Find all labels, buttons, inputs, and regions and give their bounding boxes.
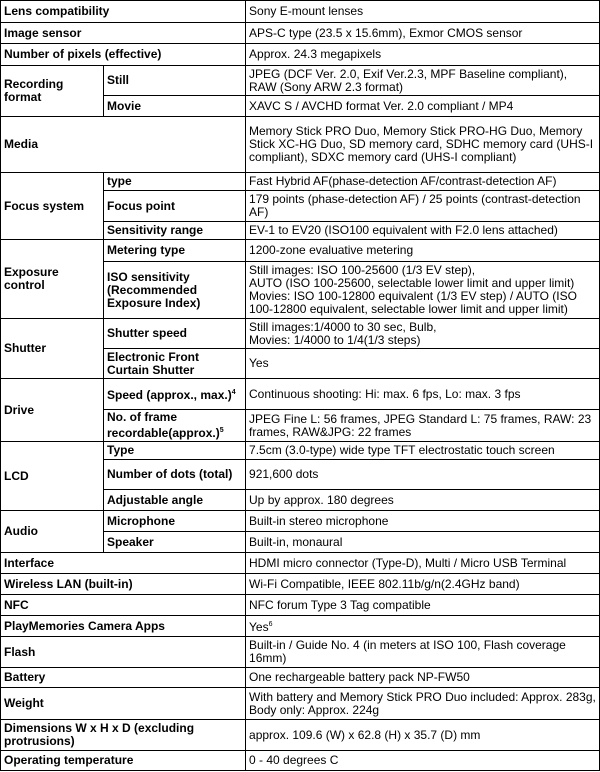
value-battery: One rechargeable battery pack NP-FW50 — [246, 668, 600, 688]
row-shutter-speed — [1, 319, 600, 349]
label-focus-point: Focus point — [104, 191, 246, 222]
row-lens — [1, 1, 600, 23]
row-focus-type — [1, 173, 600, 191]
value-lens: Sony E-mount lenses — [246, 1, 600, 23]
row-media — [1, 117, 600, 173]
row-flash — [1, 637, 600, 668]
row-battery — [1, 668, 600, 688]
label-playmemories-apps: PlayMemories Camera Apps — [1, 616, 246, 637]
label-frames-recordable — [104, 410, 246, 442]
label-lcd-type: Type — [104, 442, 246, 460]
value-media: Memory Stick PRO Duo, Memory Stick PRO-HG Duo, Memory Stick XC-HG Duo, SD memory card, SDHC memory card (UHS-I compliant), SDXC memory card (UHS-I compliant) — [246, 117, 600, 173]
value-metering-type: 1200-zone evaluative metering — [246, 240, 600, 262]
label-pixels: Number of pixels (effective) — [1, 44, 246, 66]
label-operating-temperature: Operating temperature — [1, 751, 246, 771]
row-recording-still — [1, 66, 600, 96]
label-sensor: Image sensor — [1, 23, 246, 44]
label-focus-system: Focus system — [1, 173, 104, 240]
row-wireless — [1, 574, 600, 595]
row-sensor — [1, 23, 600, 44]
label-exposure-control: Exposure control — [1, 240, 104, 319]
value-sensor: APS-C type (23.5 x 15.6mm), Exmor CMOS sensor — [246, 23, 600, 44]
value-frames-recordable: JPEG Fine L: 56 frames, JPEG Standard L: 75 frames, RAW: 23 frames, RAW&JPG: 22 frames — [246, 410, 600, 442]
value-adjustable-angle: Up by approx. 180 degrees — [246, 490, 600, 511]
label-media: Media — [1, 117, 246, 173]
label-recording-format: Recording format — [1, 66, 104, 117]
label-speaker: Speaker — [104, 532, 246, 553]
value-focus-type: Fast Hybrid AF(phase-detection AF/contrast-detection AF) — [246, 173, 600, 191]
value-operating-temperature: 0 - 40 degrees C — [246, 751, 600, 771]
value-pixels: Approx. 24.3 megapixels — [246, 44, 600, 66]
value-microphone: Built-in stereo microphone — [246, 511, 600, 532]
value-electronic-front-curtain: Yes — [246, 349, 600, 379]
value-nfc: NFC forum Type 3 Tag compatible — [246, 595, 600, 616]
value-lcd-dots: 921,600 dots — [246, 460, 600, 490]
row-weight — [1, 688, 600, 720]
label-drive: Drive — [1, 379, 104, 442]
row-interface — [1, 553, 600, 574]
label-shutter-speed: Shutter speed — [104, 319, 246, 349]
label-shutter: Shutter — [1, 319, 104, 379]
value-interface: HDMI micro connector (Type-D), Multi / Micro USB Terminal — [246, 553, 600, 574]
label-metering-type: Metering type — [104, 240, 246, 262]
label-lcd: LCD — [1, 442, 104, 511]
label-adjustable-angle: Adjustable angle — [104, 490, 246, 511]
label-movie: Movie — [104, 96, 246, 117]
value-flash: Built-in / Guide No. 4 (in meters at ISO 100, Flash coverage 16mm) — [246, 637, 600, 668]
value-focus-point: 179 points (phase-detection AF) / 25 points (contrast-detection AF) — [246, 191, 600, 222]
row-audio-mic — [1, 511, 600, 532]
row-lcd-type — [1, 442, 600, 460]
label-lens: Lens compatibility — [1, 1, 246, 23]
row-pixels — [1, 44, 600, 66]
label-flash: Flash — [1, 637, 246, 668]
row-metering — [1, 240, 600, 262]
label-nfc: NFC — [1, 595, 246, 616]
shutter-line-2: Movies: 1/4000 to 1/4(1/3 steps) — [249, 332, 421, 347]
row-temperature — [1, 751, 600, 771]
label-iso-sensitivity: ISO sensitivity (Recommended Exposure Index) — [104, 262, 246, 319]
label-microphone: Microphone — [104, 511, 246, 532]
label-wireless-lan: Wireless LAN (built-in) — [1, 574, 246, 595]
label-still: Still — [104, 66, 246, 96]
value-still: JPEG (DCF Ver. 2.0, Exif Ver.2.3, MPF Baseline compliant), RAW (Sony ARW 2.3 format) — [246, 66, 600, 96]
row-apps — [1, 616, 600, 637]
value-lcd-type: 7.5cm (3.0-type) wide type TFT electrostatic touch screen — [246, 442, 600, 460]
value-sensitivity-range: EV-1 to EV20 (ISO100 equivalent with F2.0 lens attached) — [246, 222, 600, 240]
shutter-line-1: Still images:1/4000 to 30 sec, Bulb, — [249, 319, 437, 334]
value-weight: With battery and Memory Stick PRO Duo included: Approx. 283g, Body only: Approx. 224g — [246, 688, 600, 720]
label-battery: Battery — [1, 668, 246, 688]
row-drive-speed — [1, 379, 600, 410]
apps-footnote: 6 — [268, 621, 273, 628]
row-dimensions — [1, 720, 600, 751]
value-wireless-lan: Wi-Fi Compatible, IEEE 802.11b/g/n(2.4GHz band) — [246, 574, 600, 595]
frames-recordable-footnote: 5 — [219, 427, 224, 434]
label-drive-speed — [104, 379, 246, 410]
label-lcd-dots: Number of dots (total) — [104, 460, 246, 490]
frames-recordable-text: No. of frame recordable(approx.) — [107, 410, 220, 440]
value-drive-speed: Continuous shooting: Hi: max. 6 fps, Lo: max. 3 fps — [246, 379, 600, 410]
label-electronic-front-curtain: Electronic Front Curtain Shutter — [104, 349, 246, 379]
iso-line-2: AUTO (ISO 100-25600, selectable lower limit and upper limit) — [249, 276, 575, 290]
value-playmemories-apps — [246, 616, 600, 637]
label-interface: Interface — [1, 553, 246, 574]
row-nfc — [1, 595, 600, 616]
value-movie: XAVC S / AVCHD format Ver. 2.0 compliant / MP4 — [246, 96, 600, 117]
value-shutter-speed — [246, 319, 600, 349]
value-speaker: Built-in, monaural — [246, 532, 600, 553]
label-weight: Weight — [1, 688, 246, 720]
drive-speed-footnote: 4 — [231, 389, 236, 396]
label-sensitivity-range: Sensitivity range — [104, 222, 246, 240]
label-focus-type: type — [104, 173, 246, 191]
label-dimensions: Dimensions W x H x D (excluding protrusions) — [1, 720, 246, 751]
drive-speed-text: Speed (approx., max.) — [107, 388, 232, 402]
value-dimensions: approx. 109.6 (W) x 62.8 (H) x 35.7 (D) mm — [246, 720, 600, 751]
iso-line-1: Still images: ISO 100-25600 (1/3 EV step), — [249, 263, 476, 277]
apps-value-text: Yes — [249, 620, 269, 634]
iso-line-3: Movies: ISO 100-12800 equivalent (1/3 EV step) / AUTO (ISO 100-12800 equivalent, selectable lower limit and upper limit) — [249, 289, 577, 316]
value-iso-sensitivity — [246, 262, 600, 319]
label-audio: Audio — [1, 511, 104, 553]
